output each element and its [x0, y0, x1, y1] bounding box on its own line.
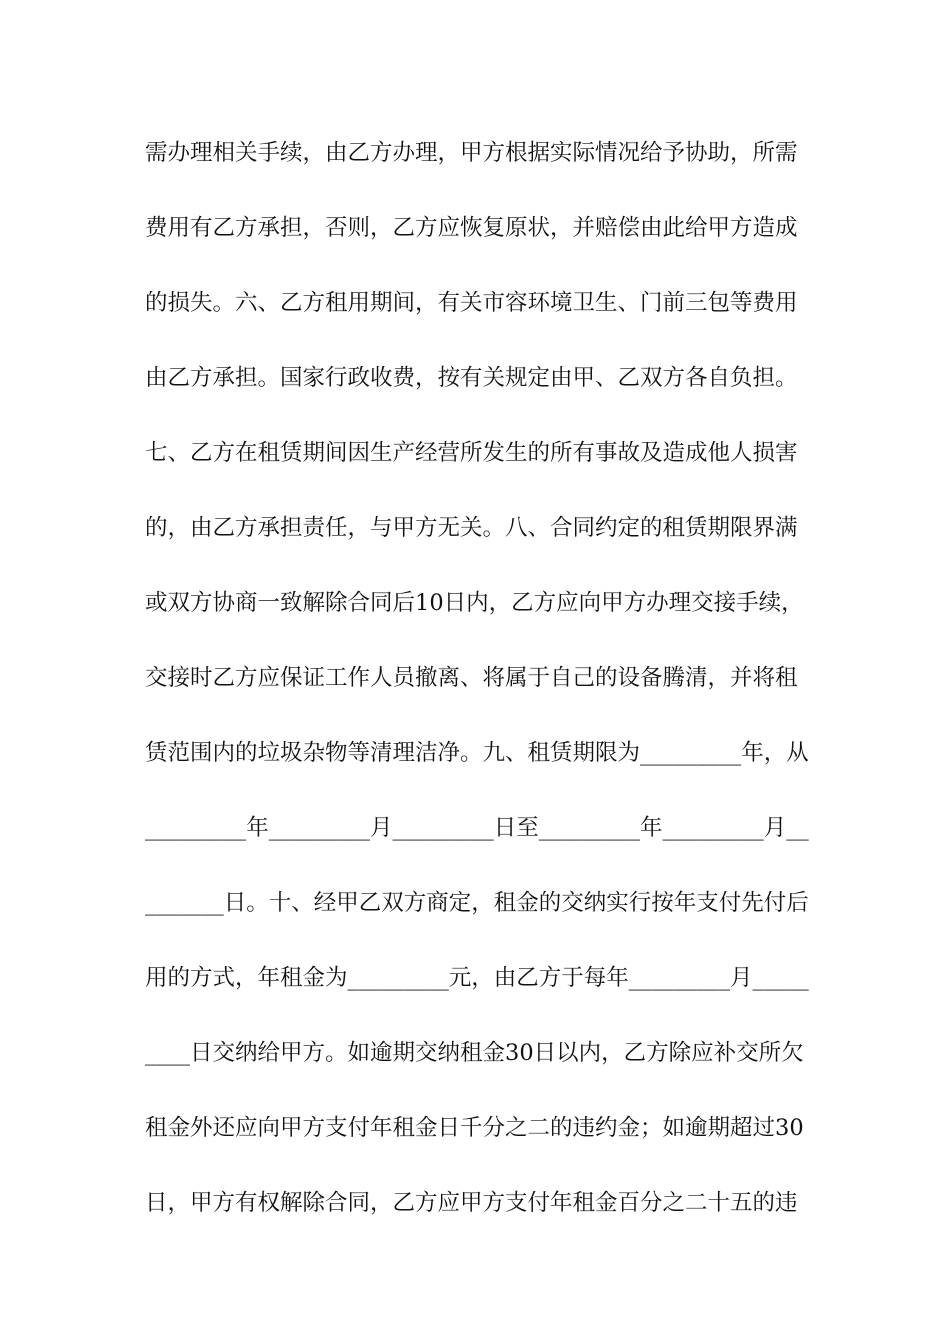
- contract-text: [145, 130, 810, 1255]
- text-line-5: 七、乙方在租赁期间因生产经营所发生的所有事故及造成他人损害: [145, 440, 798, 466]
- text-line-13: ____日交纳给甲方。如逾期交纳租金30日以内，乙方除应补交所欠: [145, 1040, 804, 1066]
- text-line-3: 的损失。六、乙方租用期间，有关市容环境卫生、门前三包等费用: [145, 290, 798, 316]
- text-line-12: 用的方式，年租金为_________元，由乙方于每年_________月_____: [145, 965, 809, 991]
- text-line-2: 费用有乙方承担，否则，乙方应恢复原状，并赔偿由此给甲方造成: [145, 215, 798, 241]
- text-line-10: _________年_________月_________日至_________年_________月__: [145, 815, 809, 841]
- text-line-9: 赁范围内的垃圾杂物等清理洁净。九、租赁期限为_________年，从: [145, 740, 809, 766]
- text-line-6: 的，由乙方承担责任，与甲方无关。八、合同约定的租赁期限界满: [145, 515, 798, 541]
- text-line-7: 或双方协商一致解除合同后10日内，乙方应向甲方办理交接手续，: [145, 590, 804, 616]
- text-line-8: 交接时乙方应保证工作人员撤离、将属于自己的设备腾清，并将租: [145, 665, 798, 691]
- text-line-11: _______日。十、经甲乙双方商定，租金的交纳实行按年支付先付后: [145, 890, 809, 916]
- text-line-14: 租金外还应向甲方支付年租金日千分之二的违约金；如逾期超过30: [145, 1115, 804, 1141]
- text-line-4: 由乙方承担。国家行政收费，按有关规定由甲、乙双方各自负担。: [145, 365, 798, 391]
- text-line-15: 日，甲方有权解除合同，乙方应甲方支付年租金百分之二十五的违: [145, 1190, 798, 1216]
- text-line-1: 需办理相关手续，由乙方办理，甲方根据实际情况给予协助，所需: [145, 140, 798, 166]
